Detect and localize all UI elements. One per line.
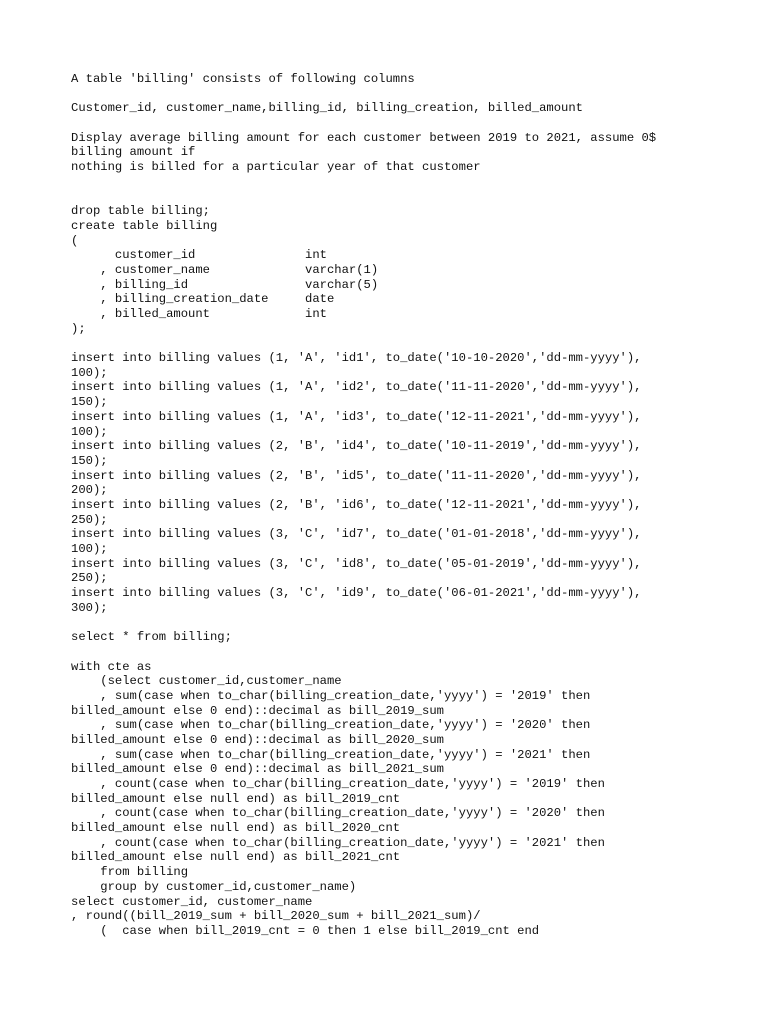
blank-line (71, 87, 761, 102)
document-line: billing amount if (71, 145, 196, 160)
document-line: , count(case when to_char(billing_creation_date,'yyyy') = '2021' then (71, 835, 605, 850)
document-line: 150); (71, 395, 108, 410)
document-page (71, 72, 761, 939)
document-line: billed_amount else 0 end)::decimal as bill_2021_sum (71, 762, 444, 777)
blank-line (71, 190, 761, 205)
document-line: A table 'billing' consists of following columns (71, 72, 415, 86)
document-line: insert into billing values (1, 'A', 'id2', to_date('11-11-2020','dd-mm-yyyy'), (71, 380, 642, 395)
document-line: 300); (71, 600, 108, 615)
document-line: select customer_id, customer_name (71, 894, 313, 909)
document-line: 200); (71, 483, 108, 498)
blank-line (71, 645, 761, 660)
document-line: ( case when bill_2019_cnt = 0 then 1 else bill_2019_cnt end (71, 923, 540, 938)
document-line: ); (71, 321, 86, 336)
document-line: , count(case when to_char(billing_creation_date,'yyyy') = '2019' then (71, 777, 605, 791)
document-line: ( (71, 233, 79, 248)
document-line: Display average billing amount for each customer between 2019 to 2021, assume 0$ (71, 130, 657, 145)
document-line: 100); (71, 424, 108, 439)
document-line: billed_amount else null end) as bill_2019_cnt (71, 791, 401, 806)
document-line: select * from billing; (71, 630, 232, 645)
document-line: insert into billing values (2, 'B', 'id5', to_date('11-11-2020','dd-mm-yyyy'), (71, 468, 642, 483)
document-line: billed_amount else 0 end)::decimal as bill_2020_sum (71, 732, 444, 747)
document-line: , billing_creation_date date (71, 292, 335, 307)
document-line: 150); (71, 453, 108, 468)
document-line: insert into billing values (3, 'C', 'id8', to_date('05-01-2019','dd-mm-yyyy'), (71, 556, 642, 571)
document-line: drop table billing; (71, 204, 210, 219)
document-line: group by customer_id,customer_name) (71, 879, 357, 894)
blank-line (71, 175, 761, 190)
document-line: insert into billing values (2, 'B', 'id4', to_date('10-11-2019','dd-mm-yyyy'), (71, 439, 642, 454)
document-line: , customer_name varchar(1) (71, 262, 379, 277)
document-line: 100); (71, 365, 108, 380)
document-line: insert into billing values (1, 'A', 'id3', to_date('12-11-2021','dd-mm-yyyy'), (71, 409, 642, 424)
document-line: with cte as (71, 659, 152, 674)
document-line: , sum(case when to_char(billing_creation_date,'yyyy') = '2021' then (71, 747, 591, 762)
document-line: insert into billing values (3, 'C', 'id9', to_date('06-01-2021','dd-mm-yyyy'), (71, 586, 642, 601)
document-line: , billed_amount int (71, 307, 327, 321)
document-line: insert into billing values (1, 'A', 'id1', to_date('10-10-2020','dd-mm-yyyy'), (71, 351, 642, 366)
document-line: insert into billing values (3, 'C', 'id7', to_date('01-01-2018','dd-mm-yyyy'), (71, 527, 642, 542)
document-line: from billing (71, 865, 189, 880)
document-line: , round((bill_2019_sum + bill_2020_sum + bill_2021_sum)/ (71, 909, 481, 924)
document-line: billed_amount else 0 end)::decimal as bill_2019_sum (71, 703, 444, 718)
document-line: billed_amount else null end) as bill_2021_cnt (71, 850, 401, 865)
document-line: nothing is billed for a particular year of that customer (71, 160, 481, 175)
document-line: 100); (71, 542, 108, 556)
document-line: , billing_id varchar(5) (71, 277, 379, 292)
document-line: (select customer_id,customer_name (71, 674, 342, 689)
blank-line (71, 116, 761, 131)
document-line: 250); (71, 571, 108, 586)
document-line: billed_amount else null end) as bill_2020_cnt (71, 821, 401, 836)
document-line: , sum(case when to_char(billing_creation_date,'yyyy') = '2019' then (71, 688, 591, 703)
document-line: 250); (71, 512, 108, 527)
document-line: insert into billing values (2, 'B', 'id6', to_date('12-11-2021','dd-mm-yyyy'), (71, 497, 642, 512)
blank-line (71, 615, 761, 630)
document-line: , count(case when to_char(billing_creation_date,'yyyy') = '2020' then (71, 806, 605, 821)
document-line: Customer_id, customer_name,billing_id, billing_creation, billed_amount (71, 101, 583, 116)
document-line: customer_id int (71, 248, 327, 263)
document-line: , sum(case when to_char(billing_creation_date,'yyyy') = '2020' then (71, 718, 591, 733)
document-line: create table billing (71, 218, 218, 233)
blank-line (71, 336, 761, 351)
